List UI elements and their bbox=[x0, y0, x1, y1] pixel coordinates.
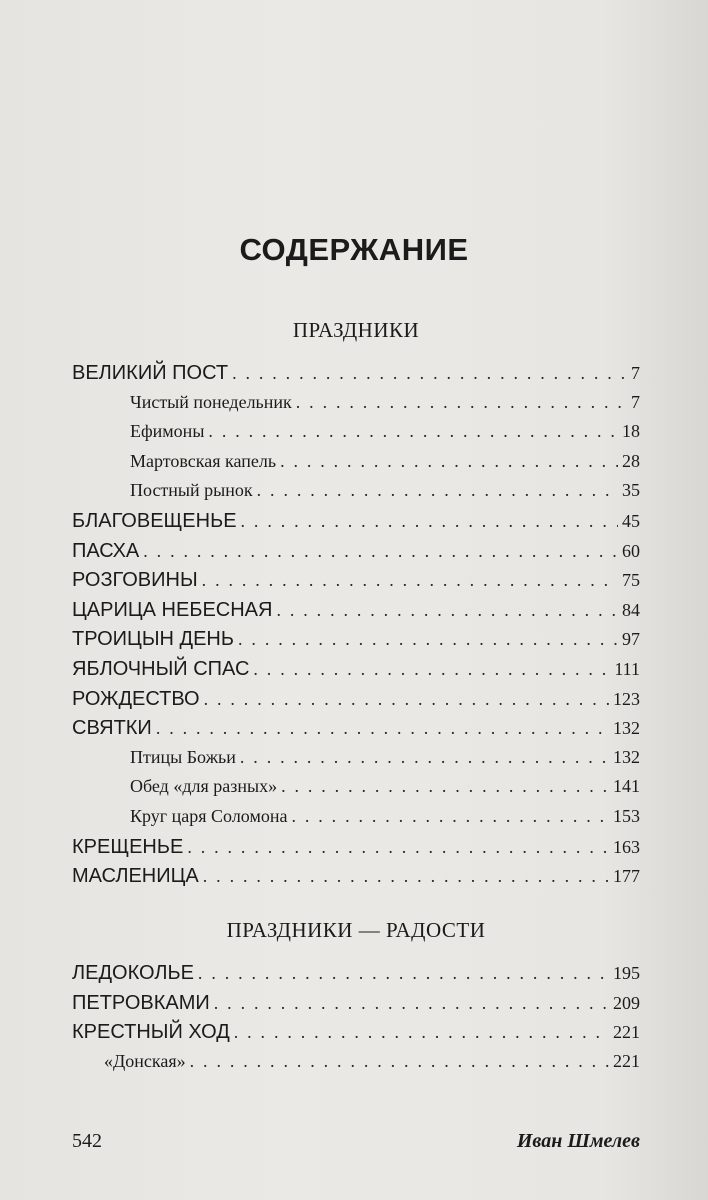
toc-entry-page: 28 bbox=[622, 450, 640, 471]
toc-leader-dots bbox=[291, 806, 609, 827]
toc-leader-dots bbox=[240, 747, 609, 768]
toc-entry bbox=[72, 962, 640, 992]
toc-entry-page: 141 bbox=[613, 776, 640, 797]
toc-entry bbox=[72, 776, 640, 806]
toc-entry-title: Птицы Божьи bbox=[130, 746, 236, 767]
toc-entry bbox=[72, 992, 640, 1022]
toc-entry-title: ЦАРИЦА НЕБЕСНАЯ bbox=[72, 598, 273, 621]
toc-entry-page: 35 bbox=[622, 480, 640, 501]
toc-entry-page: 75 bbox=[622, 570, 640, 591]
toc-entry bbox=[72, 1021, 640, 1051]
running-footer-author: Иван Шмелев bbox=[516, 1130, 640, 1152]
toc-entry-page: 132 bbox=[613, 718, 640, 739]
toc-leader-dots bbox=[203, 866, 609, 887]
toc-leader-dots bbox=[208, 421, 618, 442]
toc-entry-title: ПЕТРОВКАМИ bbox=[72, 991, 210, 1014]
toc-entry-page: 45 bbox=[622, 511, 640, 531]
toc-leader-dots bbox=[238, 629, 618, 650]
toc-entry-title: Обед «для разных» bbox=[130, 776, 278, 797]
toc-entry-title: РОЗГОВИНЫ bbox=[72, 569, 198, 592]
toc-entry bbox=[72, 392, 640, 422]
toc-entry-title: Круг царя Соломона bbox=[130, 806, 288, 826]
toc-entry-title: Постный рынок bbox=[130, 480, 253, 501]
toc-leader-dots bbox=[156, 718, 609, 739]
toc-leader-dots bbox=[190, 1051, 609, 1072]
toc-entry bbox=[72, 658, 640, 688]
toc-leader-dots bbox=[234, 1022, 609, 1043]
toc-leader-dots bbox=[241, 511, 618, 532]
toc-entry bbox=[72, 1051, 640, 1081]
toc-entry-page: 221 bbox=[613, 1022, 640, 1043]
toc-entry-title: КРЕЩЕНЬЕ bbox=[72, 835, 184, 858]
toc-leader-dots bbox=[232, 363, 627, 384]
toc-leader-dots bbox=[143, 541, 618, 562]
toc-entry-title: ЯБЛОЧНЫЙ СПАС bbox=[72, 658, 250, 680]
toc-entry bbox=[72, 865, 640, 895]
toc-entry-title: ПАСХА bbox=[72, 539, 140, 562]
toc-entry-page: 153 bbox=[613, 806, 640, 826]
toc-entry-title: ВЕЛИКИЙ ПОСТ bbox=[72, 362, 229, 384]
toc-leader-dots bbox=[198, 963, 609, 984]
toc-entry bbox=[72, 362, 640, 392]
toc-entry bbox=[72, 451, 640, 481]
toc-entry bbox=[72, 717, 640, 747]
toc-entry-page: 177 bbox=[613, 866, 640, 887]
toc-entry-page: 18 bbox=[622, 421, 640, 442]
toc-entry-page: 111 bbox=[614, 659, 640, 679]
toc-entry bbox=[72, 836, 640, 866]
toc-entry bbox=[72, 569, 640, 599]
toc-entry-page: 7 bbox=[631, 391, 640, 412]
toc-leader-dots bbox=[280, 451, 618, 472]
toc-leader-dots bbox=[202, 570, 618, 591]
toc-entry-page: 97 bbox=[622, 629, 640, 650]
toc-leader-dots bbox=[276, 600, 618, 621]
toc-entry bbox=[72, 421, 640, 451]
toc-leader-dots bbox=[257, 480, 618, 501]
toc-entry-page: 123 bbox=[613, 688, 640, 709]
toc-entry-page: 84 bbox=[622, 599, 640, 620]
toc-entry bbox=[72, 599, 640, 629]
toc-leader-dots bbox=[204, 689, 609, 710]
toc-entry-page: 132 bbox=[613, 746, 640, 767]
toc-entry bbox=[72, 688, 640, 718]
toc-entry-title: Мартовская капель bbox=[130, 450, 277, 471]
toc-entry-title: БЛАГОВЕЩЕНЬЕ bbox=[72, 510, 237, 532]
toc-entry-title: Чистый понедельник bbox=[130, 391, 292, 412]
toc-entry-title: Ефимоны bbox=[130, 421, 205, 442]
toc-entry-page: 7 bbox=[631, 363, 640, 383]
toc-entry-title: «Донская» bbox=[104, 1050, 186, 1071]
toc-entry-page: 195 bbox=[613, 963, 640, 983]
toc-leader-dots bbox=[296, 392, 627, 413]
toc-entry-title: ТРОИЦЫН ДЕНЬ bbox=[72, 628, 235, 651]
toc-entry bbox=[72, 747, 640, 777]
toc-entry bbox=[72, 540, 640, 570]
toc-leader-dots bbox=[214, 993, 609, 1014]
toc-entry bbox=[72, 480, 640, 510]
section-heading-prazdniki: ПРАЗДНИКИ bbox=[292, 318, 420, 342]
toc-leader-dots bbox=[187, 837, 609, 858]
toc-entry-title: РОЖДЕСТВО bbox=[72, 687, 200, 710]
toc-entry bbox=[72, 806, 640, 836]
toc-entry-page: 163 bbox=[613, 836, 640, 857]
toc-entry-page: 221 bbox=[613, 1050, 640, 1071]
toc-entry-page: 209 bbox=[613, 992, 640, 1013]
toc-leader-dots bbox=[281, 776, 609, 797]
toc-leader-dots bbox=[253, 659, 610, 680]
page-title: СОДЕРЖАНИЕ bbox=[239, 232, 469, 267]
toc-entry bbox=[72, 510, 640, 540]
page-number: 542 bbox=[72, 1130, 102, 1152]
toc-entry-title: МАСЛЕНИЦА bbox=[72, 865, 199, 888]
toc-entry bbox=[72, 628, 640, 658]
toc-entry-title: СВЯТКИ bbox=[72, 717, 152, 740]
toc-entry-page: 60 bbox=[622, 540, 640, 561]
section-heading-radosti: ПРАЗДНИКИ — РАДОСТИ bbox=[226, 918, 486, 942]
toc-entry-title: КРЕСТНЫЙ ХОД bbox=[72, 1021, 230, 1044]
toc-entry-title: ЛЕДОКОЛЬЕ bbox=[72, 962, 194, 984]
